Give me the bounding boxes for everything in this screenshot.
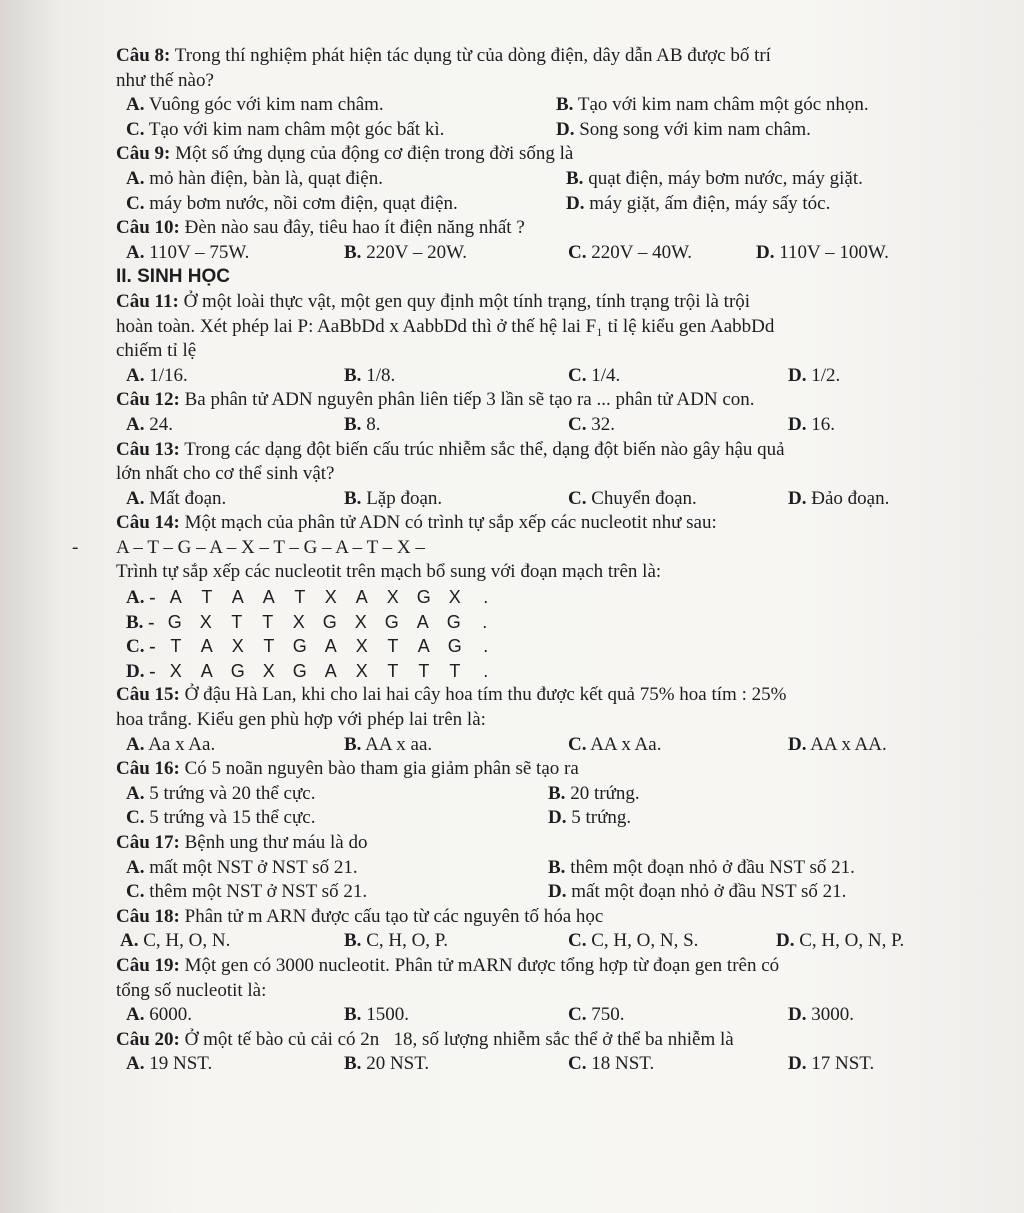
option-c: C. 18 NST. (568, 1053, 655, 1075)
options-row (116, 929, 956, 954)
nucleotite-letter: X (262, 660, 275, 681)
option-a: A. 5 trứng và 20 thể cực. (126, 782, 316, 804)
question-text: Ở một loài thực vật, một gen quy định một tính trạng, tính trạng trội là trội (183, 290, 751, 312)
option-d: D. 16. (788, 413, 835, 435)
question-title: Câu 19: (116, 954, 180, 976)
option-d: D. mất một đoạn nhỏ ở đầu NST số 21. (548, 881, 847, 903)
options-row (116, 413, 956, 438)
nucleotite-letter: T (263, 636, 275, 657)
nucleotite-letter: T (262, 611, 274, 632)
options-row (116, 192, 956, 217)
option-a: A. 1/16. (126, 364, 188, 386)
options-row (116, 880, 956, 905)
question-title: Câu 9: (116, 143, 171, 165)
question-10 (116, 216, 956, 241)
options-row (116, 487, 956, 512)
question-text: Ở một tế bào củ cải có 2n 18, số lượng nhiễm sắc thể ở thể ba nhiễm là (184, 1028, 734, 1050)
question-title: Câu 13: (116, 438, 180, 460)
question-text: Một gen có 3000 nucleotit. Phân tử mARN được tổng hợp từ đoạn gen trên có (184, 954, 780, 976)
nucleotite-letter: X (354, 611, 367, 632)
sequence-letters (160, 587, 501, 608)
options-row (116, 782, 956, 807)
option-a: A. 24. (126, 413, 173, 435)
question-text: Trong thí nghiệm phát hiện tác dụng từ của dòng điện, dây dẫn AB được bố trí (174, 45, 771, 66)
nucleotite-letter: X (199, 611, 212, 632)
nucleotite-letter: X (324, 587, 337, 608)
nucleotite-letter: A (200, 636, 213, 657)
question-text: Phân tử m ARN được cấu tạo từ các nguyên tố hóa học (184, 905, 604, 927)
margin-dash: - (72, 536, 79, 558)
question-text: Một số ứng dụng của động cơ điện trong đời sống là (175, 143, 574, 165)
option-c: C. Chuyển đoạn. (568, 487, 697, 509)
option-a: A. Vuông góc với kim nam châm. (126, 94, 384, 116)
option-d: D. C, H, O, N, P. (776, 930, 905, 952)
option-c: C. 32. (568, 413, 615, 435)
option-b: B. 220V – 20W. (344, 241, 468, 263)
question-title: Câu 16: (116, 758, 180, 780)
question-15 (116, 683, 956, 708)
option-b: B. Lặp đoạn. (344, 487, 443, 509)
option-b: B. 20 trứng. (548, 782, 640, 804)
question-text: Trong các dạng đột biến cấu trúc nhiễm sắc thể, dạng đột biến nào gây hậu quả (184, 438, 785, 460)
nucleotite-letter: T (231, 611, 243, 632)
question-text-continued: như thế nào? (116, 69, 214, 91)
question-20 (116, 1028, 956, 1053)
nucleotite-letter: . (482, 611, 488, 632)
options-row (116, 93, 956, 118)
option-c: C. 220V – 40W. (568, 241, 693, 263)
nucleotite-letter: T (294, 587, 306, 608)
option-a: A. Aa x Aa. (126, 733, 216, 755)
option-b: B. 8. (344, 413, 381, 435)
option-b: B. Tạo với kim nam châm một góc nhọn. (556, 94, 869, 116)
question-14 (116, 511, 956, 536)
options-row (116, 167, 956, 192)
question-text: Ở đậu Hà Lan, khi cho lai hai cây hoa tím thu được kết quả 75% hoa tím : 25% (184, 684, 787, 706)
options-row (116, 1003, 956, 1028)
option-d: D. 1/2. (788, 364, 841, 386)
option-a: A. mất một NST ở NST số 21. (126, 856, 358, 878)
option-a: A. 19 NST. (126, 1053, 213, 1075)
section-title: II. SINH HỌC (116, 266, 231, 288)
option-b: B. 1500. (344, 1004, 409, 1026)
options-row (116, 241, 956, 266)
question-title: Câu 8: (116, 45, 171, 66)
question-16 (116, 757, 956, 782)
option-b: B. 20 NST. (344, 1053, 430, 1075)
question-8 (116, 44, 956, 69)
question-text: Có 5 noãn nguyên bào tham gia giảm phân sẽ tạo ra (184, 758, 579, 780)
nucleotite-letter: G (446, 611, 461, 632)
question-title: Câu 14: (116, 512, 180, 534)
sequence-option-b: B. - G X T T X G X G A G . (116, 610, 956, 635)
option-a: A. Mất đoạn. (126, 487, 227, 509)
nucleotite-letter: G (292, 660, 307, 681)
exam-content (72, 44, 956, 1077)
question-text-continued: chiếm tỉ lệ (116, 340, 197, 362)
option-d: D. 3000. (788, 1004, 854, 1026)
nucleotite-letter: T (387, 636, 399, 657)
question-text-continued: hoa trắng. Kiểu gen phù hợp với phép lai trên là: (116, 709, 486, 731)
sequence-option-a: A. - A T A A T X A X G X . (116, 585, 956, 610)
option-c: C. 750. (568, 1004, 625, 1026)
nucleotite-letter: A (231, 587, 244, 608)
nucleotite-letter: G (167, 611, 182, 632)
sequence-letters (159, 612, 500, 633)
question-18 (116, 905, 956, 930)
question-text-continued: hoàn toàn. Xét phép lai P: AaBbDd x AabbDd thì ở thế hệ lai F₁ tỉ lệ kiểu gen AabbDd (116, 315, 775, 337)
options-row (116, 118, 956, 143)
nucleotite-letter: . (483, 636, 489, 657)
nucleotite-letter: G (416, 587, 431, 608)
nucleotite-letter: G (447, 636, 462, 657)
nucleotite-letter: X (292, 611, 305, 632)
nucleotite-letter: X (386, 587, 399, 608)
sequence-letters (160, 636, 501, 657)
option-c: C. AA x Aa. (568, 733, 662, 755)
nucleotite-letter: X (355, 660, 368, 681)
nucleotite-letter: A (262, 587, 275, 608)
option-c: C. Tạo với kim nam châm một góc bất kì. (126, 118, 445, 140)
option-d: D. Đảo đoạn. (788, 487, 890, 509)
options-row (116, 733, 956, 758)
question-title: Câu 15: (116, 684, 180, 706)
nucleotite-letter: A (324, 660, 337, 681)
question-text: Đèn nào sau đây, tiêu hao ít điện năng nhất ? (184, 217, 525, 239)
option-a: A. 110V – 75W. (126, 241, 250, 263)
option-d: D. 17 NST. (788, 1053, 875, 1075)
nucleotite-letter: A (169, 587, 182, 608)
option-b: B. AA x aa. (344, 733, 433, 755)
question-title: Câu 12: (116, 389, 180, 411)
option-a: A. 6000. (126, 1004, 192, 1026)
options-row (116, 856, 956, 881)
nucleotite-letter: A (200, 660, 213, 681)
nucleotite-letter: X (448, 587, 461, 608)
option-c: C. thêm một NST ở NST số 21. (126, 881, 368, 903)
option-d: D. 5 trứng. (548, 807, 632, 829)
nucleotite-letter: G (322, 611, 337, 632)
question-title: Câu 11: (116, 290, 179, 312)
nucleotite-letter: . (483, 587, 489, 608)
nucleotite-letter: A (417, 636, 430, 657)
sequence-letters (160, 661, 501, 682)
option-a: A. C, H, O, N. (120, 930, 231, 952)
option-c: C. 1/4. (568, 364, 621, 386)
option-c: C. 5 trứng và 15 thể cực. (126, 807, 316, 829)
nucleotite-letter: T (201, 587, 213, 608)
question-19 (116, 954, 956, 979)
question-12 (116, 388, 956, 413)
nucleotite-letter: A (355, 587, 368, 608)
question-11 (116, 290, 956, 315)
nucleotite-letter: X (355, 636, 368, 657)
question-prompt: Trình tự sắp xếp các nucleotit trên mạch bổ sung với đoạn mạch trên là: (116, 561, 662, 583)
option-b: B. 1/8. (344, 364, 396, 386)
nucleotite-letter: T (449, 660, 461, 681)
question-text: Một mạch của phân tử ADN có trình tự sắp xếp các nucleotit như sau: (184, 512, 717, 534)
nucleotite-letter: A (324, 636, 337, 657)
nucleotite-letter: T (418, 660, 430, 681)
question-text: Bệnh ung thư máu là do (184, 832, 368, 853)
option-d: D. máy giặt, ấm điện, máy sấy tóc. (566, 192, 831, 214)
option-d: D. 110V – 100W. (756, 241, 889, 263)
options-row (116, 1052, 956, 1077)
option-c: C. máy bơm nước, nồi cơm điện, quạt điện. (126, 192, 458, 214)
question-text: Ba phân tử ADN nguyên phân liên tiếp 3 lần sẽ tạo ra ... phân tử ADN con. (184, 389, 755, 411)
sequence-option-d: D. - X A G X G A X T T T . (116, 659, 956, 684)
question-title: Câu 18: (116, 905, 180, 927)
option-b: B. thêm một đoạn nhỏ ở đầu NST số 21. (548, 856, 855, 878)
question-13 (116, 438, 956, 463)
nucleotite-letter: T (170, 636, 182, 657)
options-row (116, 806, 956, 831)
option-c: C. C, H, O, N, S. (568, 930, 699, 952)
option-b: B. C, H, O, P. (344, 930, 449, 952)
question-17 (116, 831, 956, 856)
nucleotite-letter: X (231, 636, 244, 657)
nucleotite-letter: . (483, 660, 489, 681)
question-9 (116, 142, 956, 167)
option-d: D. AA x AA. (788, 733, 887, 755)
option-b: B. quạt điện, máy bơm nước, máy giặt. (566, 167, 863, 189)
question-title: Câu 17: (116, 832, 180, 853)
nucleotite-letter: A (416, 611, 429, 632)
nucleotite-letter: X (169, 660, 182, 681)
options-row (116, 364, 956, 389)
question-text-continued: tổng số nucleotit là: (116, 979, 267, 1001)
question-title: Câu 20: (116, 1028, 180, 1050)
nucleotite-letter: G (230, 660, 245, 681)
sequence-option-c: C. - T A X T G A X T A G . (116, 634, 956, 659)
question-title: Câu 10: (116, 217, 180, 239)
nucleotite-letter: T (387, 660, 399, 681)
option-a: A. mỏ hàn điện, bàn là, quạt điện. (126, 167, 383, 189)
nucleotite-letter: G (292, 636, 307, 657)
nucleotite-letter: G (384, 611, 399, 632)
dna-sequence: - A – T – G – A – X – T – G – A – T – X – (116, 536, 956, 561)
question-text-continued: lớn nhất cho cơ thể sinh vật? (116, 463, 335, 485)
option-d: D. Song song với kim nam châm. (556, 118, 811, 140)
